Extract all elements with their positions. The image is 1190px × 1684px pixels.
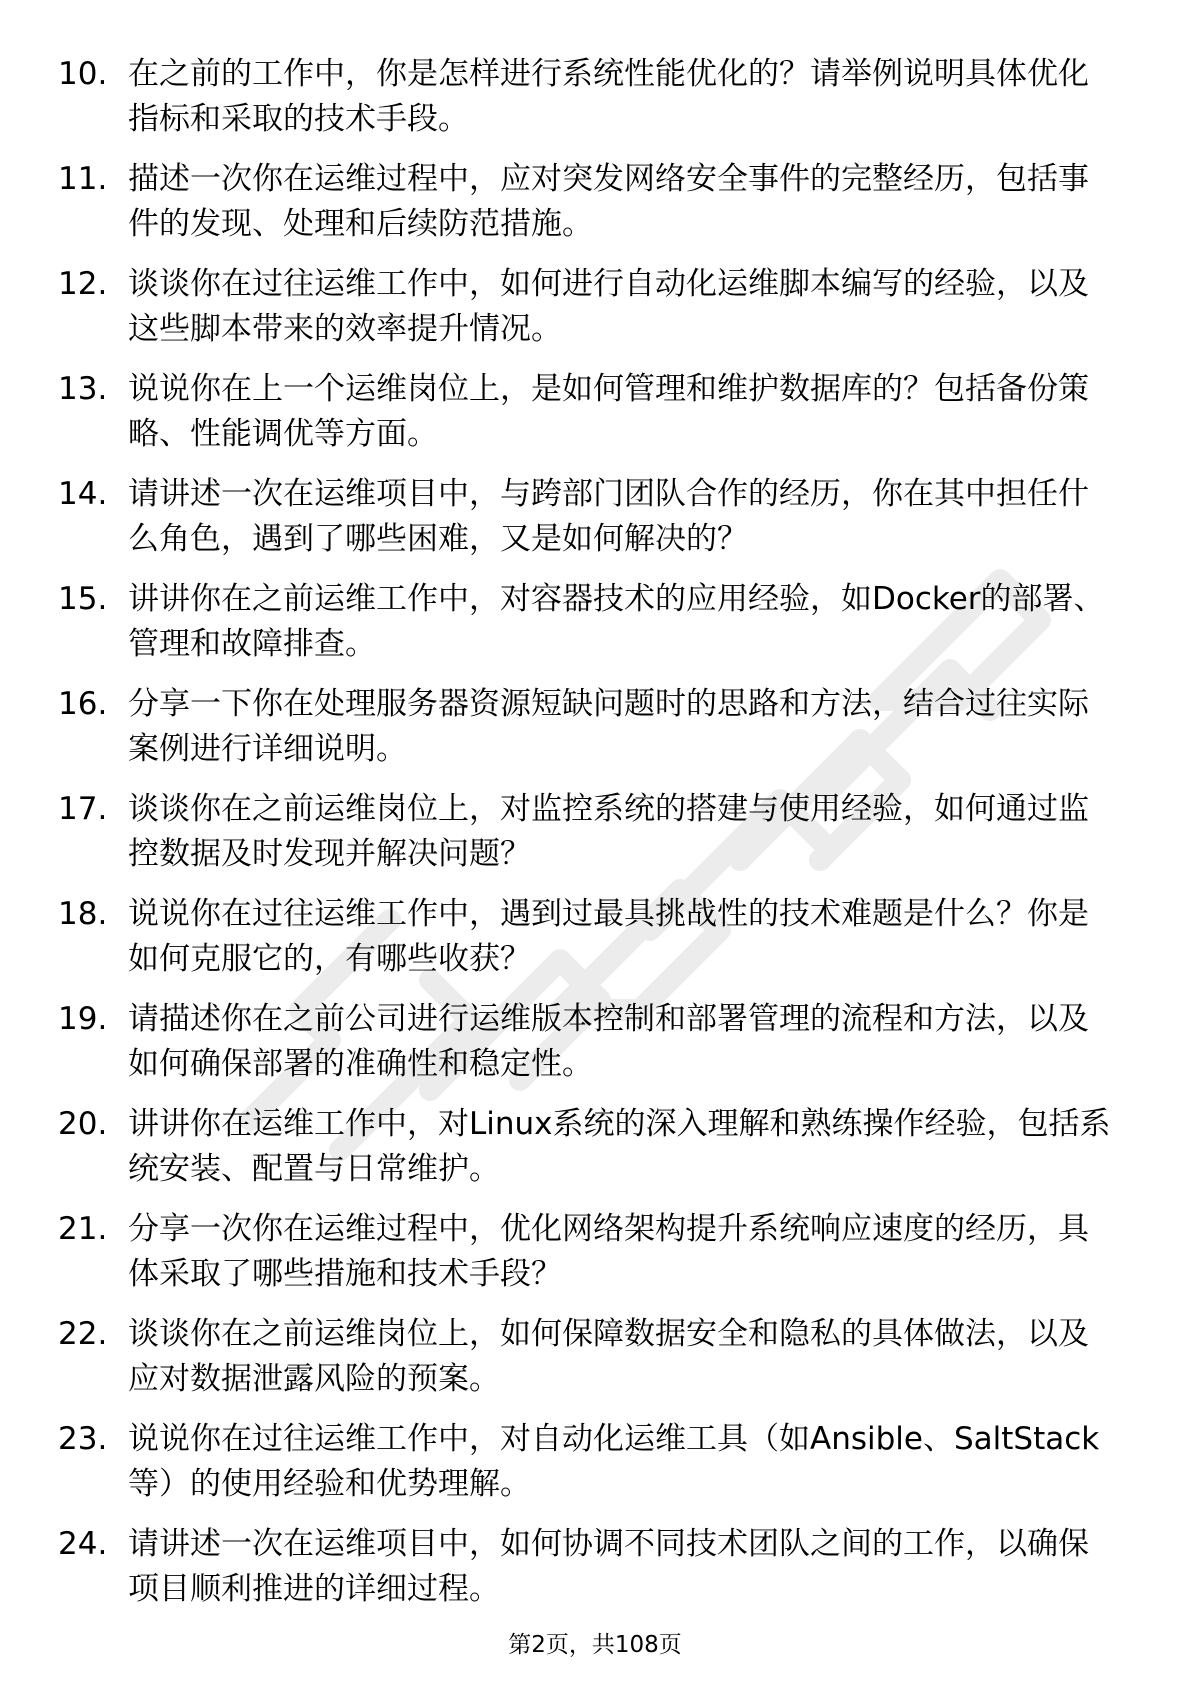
question-item — [58, 1102, 1118, 1192]
question-item — [58, 262, 1118, 352]
question-item — [58, 682, 1118, 772]
question-number: 20. — [58, 1106, 108, 1142]
question-number: 23. — [58, 1421, 108, 1457]
question-item — [58, 1312, 1118, 1402]
question-item — [58, 367, 1118, 457]
question-item — [58, 577, 1118, 667]
question-text: 分享一次你在运维过程中，优化网络架构提升系统响应速度的经历，具体采取了哪些措施和技术手段？ — [128, 1211, 1089, 1292]
question-text: 请描述你在之前公司进行运维版本控制和部署管理的流程和方法，以及如何确保部署的准确性和稳定性。 — [128, 1001, 1089, 1082]
question-item — [58, 1417, 1118, 1507]
question-text: 描述一次你在运维过程中，应对突发网络安全事件的完整经历，包括事件的发现、处理和后续防范措施。 — [128, 161, 1089, 242]
question-number: 10. — [58, 56, 108, 92]
question-number: 22. — [58, 1316, 108, 1352]
question-item — [58, 997, 1118, 1087]
question-text: 谈谈你在过往运维工作中，如何进行自动化运维脚本编写的经验，以及这些脚本带来的效率提升情况。 — [128, 266, 1089, 347]
question-number: 21. — [58, 1211, 108, 1247]
question-number: 16. — [58, 686, 108, 722]
question-text: 说说你在过往运维工作中，对自动化运维工具（如Ansible、SaltStack等）的使用经验和优势理解。 — [128, 1421, 1100, 1502]
question-item — [58, 1522, 1118, 1612]
question-number: 13. — [58, 371, 108, 407]
question-text: 谈谈你在之前运维岗位上，对监控系统的搭建与使用经验，如何通过监控数据及时发现并解决问题？ — [128, 791, 1089, 872]
question-text: 请讲述一次在运维项目中，如何协调不同技术团队之间的工作，以确保项目顺利推进的详细过程。 — [128, 1526, 1089, 1607]
question-text: 分享一下你在处理服务器资源短缺问题时的思路和方法，结合过往实际案例进行详细说明。 — [128, 686, 1089, 767]
question-number: 14. — [58, 476, 108, 512]
question-text: 讲讲你在运维工作中，对Linux系统的深入理解和熟练操作经验，包括系统安装、配置与日常维护。 — [128, 1106, 1111, 1187]
question-number: 12. — [58, 266, 108, 302]
question-number: 15. — [58, 581, 108, 617]
question-list — [58, 52, 1118, 1627]
question-number: 11. — [58, 161, 108, 197]
question-item — [58, 472, 1118, 562]
question-text: 谈谈你在之前运维岗位上，如何保障数据安全和隐私的具体做法，以及应对数据泄露风险的预案。 — [128, 1316, 1089, 1397]
question-number: 24. — [58, 1526, 108, 1562]
question-text: 讲讲你在之前运维工作中，对容器技术的应用经验，如Docker的部署、管理和故障排查。 — [128, 581, 1105, 662]
question-text: 说说你在过往运维工作中，遇到过最具挑战性的技术难题是什么？你是如何克服它的，有哪些收获？ — [128, 896, 1089, 977]
page-number-label: 第2页，共108页 — [508, 1632, 682, 1658]
question-item — [58, 892, 1118, 982]
question-text: 在之前的工作中，你是怎样进行系统性能优化的？请举例说明具体优化指标和采取的技术手段。 — [128, 56, 1089, 137]
question-item — [58, 787, 1118, 877]
page-footer — [0, 1630, 1190, 1660]
question-number: 17. — [58, 791, 108, 827]
question-text: 请讲述一次在运维项目中，与跨部门团队合作的经历，你在其中担任什么角色，遇到了哪些困难，又是如何解决的？ — [128, 476, 1089, 557]
question-number: 18. — [58, 896, 108, 932]
question-text: 说说你在上一个运维岗位上，是如何管理和维护数据库的？包括备份策略、性能调优等方面。 — [128, 371, 1089, 452]
question-item — [58, 52, 1118, 142]
question-number: 19. — [58, 1001, 108, 1037]
question-item — [58, 1207, 1118, 1297]
question-item — [58, 157, 1118, 247]
